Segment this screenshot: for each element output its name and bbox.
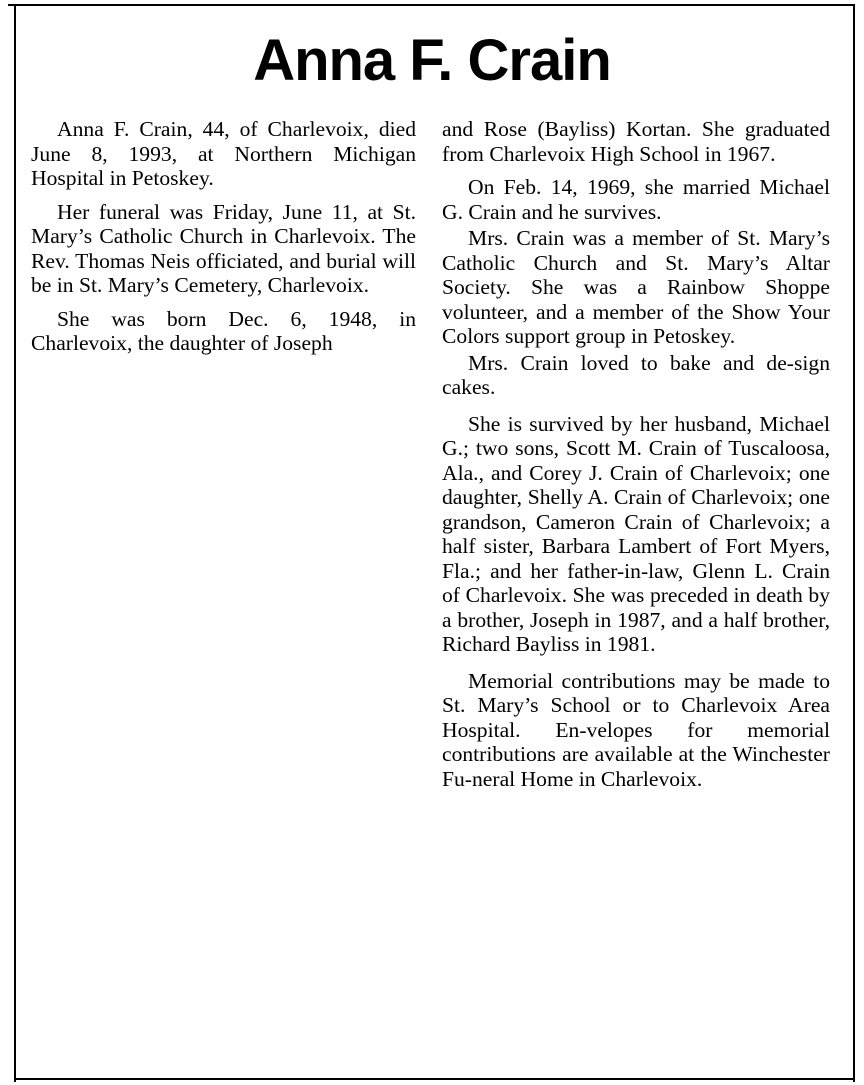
paragraph-funeral: Her funeral was Friday, June 11, at St. Mary’s Catholic Church in Charlevoix. The Rev. Thomas Neis officiated, and burial will be in St. Mary’s Cemetery, Charlevoix. <box>31 199 416 297</box>
clipping-border-right <box>853 4 855 1082</box>
paragraph-birth-continued: and Rose (Bayliss) Kortan. She graduated from Charlevoix High School in 1967. <box>442 117 830 166</box>
clipping-border-left <box>14 4 16 1082</box>
paragraph-death-notice: Anna F. Crain, 44, of Charlevoix, died June 8, 1993, at Northern Michigan Hospital in Petoskey. <box>31 117 416 190</box>
paragraph-memorials: Memorial contributions may be made to St. Mary’s School or to Charlevoix Area Hospital. En-velopes for memorial contributions are available at the Winchester Fu-neral Home in Charlevoix. <box>442 668 830 791</box>
right-column <box>442 117 830 800</box>
paragraph-birth: She was born Dec. 6, 1948, in Charlevoix, the daughter of Joseph <box>31 306 416 355</box>
obituary-headline: Anna F. Crain <box>253 28 611 93</box>
left-column <box>31 117 416 365</box>
paragraph-memberships: Mrs. Crain was a member of St. Mary’s Catholic Church and St. Mary’s Altar Society. She was a Rainbow Shoppe volunteer, and a member of the Show Your Colors support group in Petoskey. <box>442 226 830 348</box>
paragraph-hobbies: Mrs. Crain loved to bake and de-sign cakes. <box>442 350 830 399</box>
clipping-border-top <box>8 4 854 6</box>
paragraph-survivors: She is survived by her husband, Michael G.; two sons, Scott M. Crain of Tuscaloosa, Ala., and Corey J. Crain of Charlevoix; one daughter, Shelly A. Crain of Charlevoix; one grandson, Cameron Crain of Charlevoix; a half sister, Barbara Lambert of Fort Myers, Fla.; and her father-in-law, Glenn L. Crain of Charlevoix. She was preceded in death by a brother, Joseph in 1987, and a half brother, Richard Bayliss in 1981. <box>442 411 830 656</box>
clipping-border-bottom <box>14 1078 855 1080</box>
paragraph-marriage: On Feb. 14, 1969, she married Michael G. Crain and he survives. <box>442 175 830 224</box>
